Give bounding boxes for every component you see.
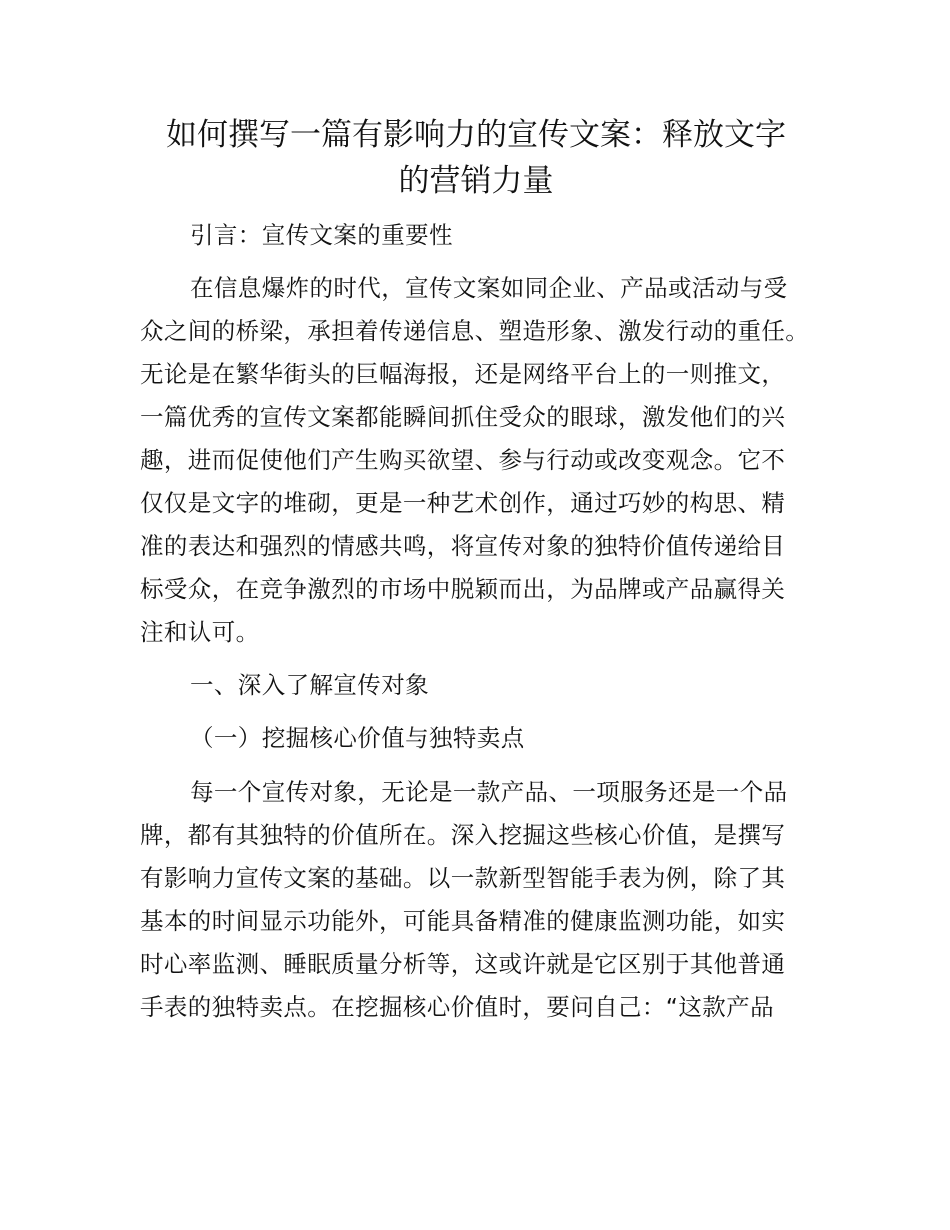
paragraph-line: 基本的时间显示功能外，可能具备精准的健康监测功能，如实 xyxy=(140,907,786,935)
paragraph-line: 在信息爆炸的时代，宣传文案如同企业、产品或活动与受 xyxy=(190,274,788,302)
paragraph-line: 注和认可。 xyxy=(140,618,260,646)
paragraph-line: 无论是在繁华街头的巨幅海报，还是网络平台上的一则推文， xyxy=(140,360,786,388)
section-heading-1: 一、深入了解宣传对象 xyxy=(190,671,429,699)
paragraph-line: 时心率监测、睡眠质量分析等，这或许就是它区别于其他普通 xyxy=(140,950,786,978)
paragraph-line: 标受众，在竞争激烈的市场中脱颖而出，为品牌或产品赢得关 xyxy=(140,575,786,603)
paragraph-line: 众之间的桥梁，承担着传递信息、塑造形象、激发行动的重任。 xyxy=(140,317,810,345)
paragraph-line: 仅仅是文字的堆砌，更是一种艺术创作，通过巧妙的构思、精 xyxy=(140,489,786,517)
title-line-1: 如何撰写一篇有影响力的宣传文案：释放文字 xyxy=(166,117,786,153)
paragraph-line: 手表的独特卖点。在挖掘核心价值时，要问自己：“这款产品 xyxy=(140,993,774,1021)
paragraph-line: 趣，进而促使他们产生购买欲望、参与行动或改变观念。它不 xyxy=(140,446,786,474)
paragraph-line: 准的表达和强烈的情感共鸣，将宣传对象的独特价值传递给目 xyxy=(140,532,786,560)
paragraph-line: 每一个宣传对象，无论是一款产品、一项服务还是一个品 xyxy=(190,778,788,806)
paragraph-line: 牌，都有其独特的价值所在。深入挖掘这些核心价值，是撰写 xyxy=(140,821,786,849)
paragraph-line: 一篇优秀的宣传文案都能瞬间抓住受众的眼球，激发他们的兴 xyxy=(140,403,786,431)
title-line-2: 的营销力量 xyxy=(398,163,554,199)
document-title xyxy=(140,112,812,204)
section-heading-intro: 引言：宣传文案的重要性 xyxy=(190,221,453,249)
subsection-heading-1-1: （一）挖掘核心价值与独特卖点 xyxy=(190,724,525,752)
paragraph-line: 有影响力宣传文案的基础。以一款新型智能手表为例，除了其 xyxy=(140,864,786,892)
